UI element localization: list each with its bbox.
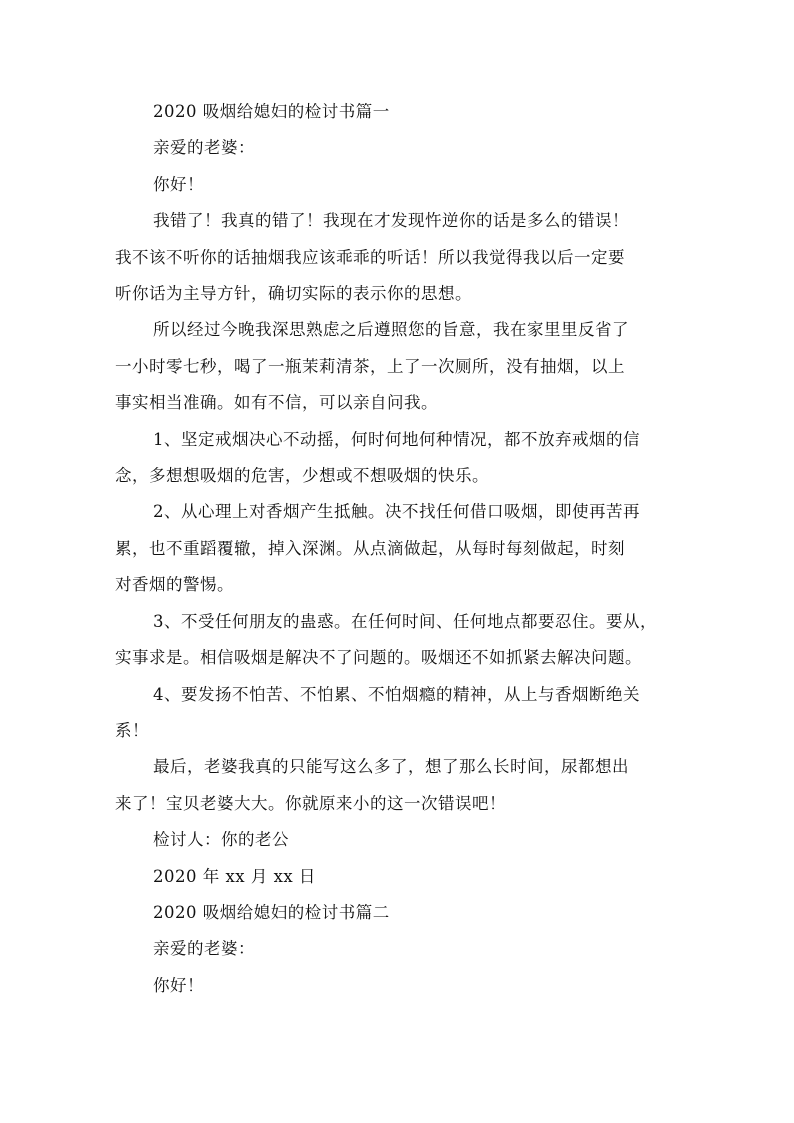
list-item-3: 3、不受任何朋友的蛊惑。在任何时间、任何地点都要忍住。要从， xyxy=(153,611,657,631)
paragraph-line: 我不该不听你的话抽烟我应该乖乖的听话！所以我觉得我以后一定要 xyxy=(115,247,625,267)
salutation: 亲爱的老婆： xyxy=(153,939,255,959)
greeting: 你好！ xyxy=(153,975,204,995)
paragraph-line: 所以经过今晚我深思熟虑之后遵照您的旨意，我在家里里反省了 xyxy=(153,320,629,340)
list-item-1: 1、坚定戒烟决心不动摇，何时何地何种情况，都不放弃戒烟的信 xyxy=(153,429,640,449)
paragraph-line: 事实相当准确。如有不信，可以亲自问我。 xyxy=(115,393,438,413)
list-item-4: 4、要发扬不怕苦、不怕累、不怕烟瘾的精神，从上与香烟断绝关 xyxy=(153,684,640,704)
paragraph-line: 我错了！我真的错了！我现在才发现忤逆你的话是多么的错误！ xyxy=(153,211,629,231)
list-item-2-cont: 对香烟的警惕。 xyxy=(115,575,234,595)
paragraph-line: 一小时零七秒，喝了一瓶茉莉清茶，上了一次厕所，没有抽烟，以上 xyxy=(115,356,625,376)
section-title: 2020 吸烟给媳妇的检讨书篇二 xyxy=(153,902,390,922)
list-item-2-cont: 累，也不重蹈覆辙，掉入深渊。从点滴做起，从每时每刻做起，时刻 xyxy=(115,538,625,558)
paragraph-line: 听你话为主导方针，确切实际的表示你的思想。 xyxy=(115,284,472,304)
greeting: 你好！ xyxy=(153,174,204,194)
paragraph-line: 最后，老婆我真的只能写这么多了，想了那么长时间，尿都想出 xyxy=(153,757,629,777)
date: 2020 年 xx 月 xx 日 xyxy=(153,866,316,886)
list-item-3-cont: 实事求是。相信吸烟是解决不了问题的。吸烟还不如抓紧去解决问题。 xyxy=(115,648,642,668)
list-item-1-cont: 念，多想想吸烟的危害，少想或不想吸烟的快乐。 xyxy=(115,466,489,486)
signature: 检讨人：你的老公 xyxy=(153,830,289,850)
paragraph-line: 来了！宝贝老婆大大。你就原来小的这一次错误吧！ xyxy=(115,793,506,813)
list-item-2: 2、从心理上对香烟产生抵触。决不找任何借口吸烟，即使再苦再 xyxy=(153,502,640,522)
salutation: 亲爱的老婆： xyxy=(153,138,255,158)
list-item-4-cont: 系！ xyxy=(115,720,149,740)
document-title: 2020 吸烟给媳妇的检讨书篇一 xyxy=(153,102,390,121)
